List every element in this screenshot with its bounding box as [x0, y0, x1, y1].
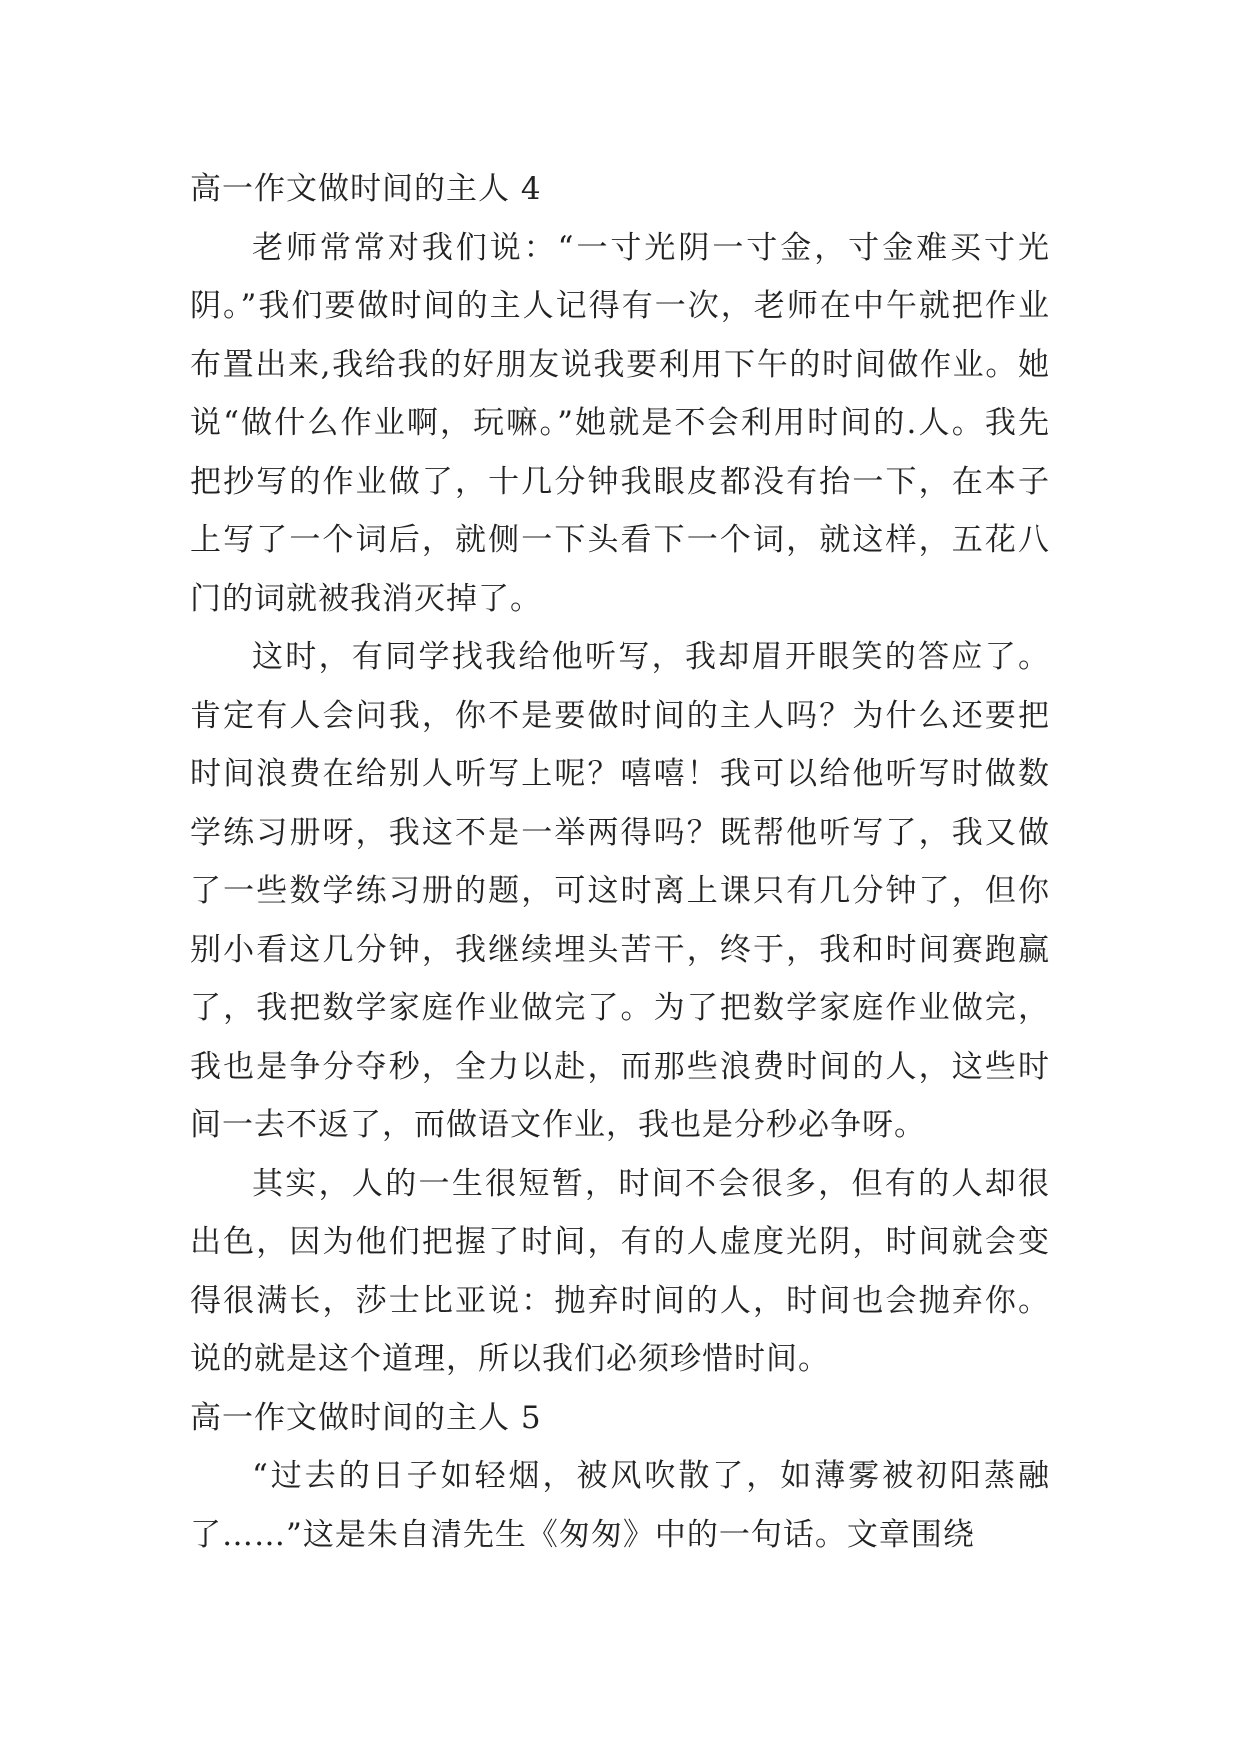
- essay-4-paragraph-3: 其实，人的一生很短暂，时间不会很多，但有的人却很出色，因为他们把握了时间，有的人虚度光阴，时间就会变得很满长，莎士比亚说：抛弃时间的人，时间也会抛弃你。说的就是这个道理，所以我们必须珍惜时间。: [190, 1165, 1050, 1377]
- essay-4-paragraph-1: 老师常常对我们说：“一寸光阴一寸金，寸金难买寸光阴。”我们要做时间的主人记得有一次，老师在中午就把作业布置出来,我给我的好朋友说我要利用下午的时间做作业。她说“做什么作业啊，玩嘛。”她就是不会利用时间的.人。我先把抄写的作业做了，十几分钟我眼皮都没有抬一下，在本子上写了一个词后，就侧一下头看下一个词，就这样，五花八门的词就被我消灭掉了。: [190, 229, 1050, 617]
- essay-4-paragraph-2: 这时，有同学找我给他听写，我却眉开眼笑的答应了。肯定有人会问我，你不是要做时间的主人吗？为什么还要把时间浪费在给别人听写上呢？嘻嘻！我可以给他听写时做数学练习册呀，我这不是一举两得吗？既帮他听写了，我又做了一些数学练习册的题，可这时离上课只有几分钟了，但你别小看这几分钟，我继续埋头苦干，终于，我和时间赛跑赢了，我把数学家庭作业做完了。为了把数学家庭作业做完，我也是争分夺秒，全力以赴，而那些浪费时间的人，这些时间一去不返了，而做语文作业，我也是分秒必争呀。: [190, 639, 1050, 1143]
- document-body: [190, 160, 1050, 1564]
- essay-5-heading: 高一作文做时间的主人 5: [190, 1399, 542, 1436]
- essay-5-paragraph-1: “过去的日子如轻烟，被风吹散了，如薄雾被初阳蒸融了……”这是朱自清先生《匆匆》中的一句话。文章围绕: [190, 1458, 1050, 1553]
- essay-4-heading: 高一作文做时间的主人 4: [190, 171, 542, 207]
